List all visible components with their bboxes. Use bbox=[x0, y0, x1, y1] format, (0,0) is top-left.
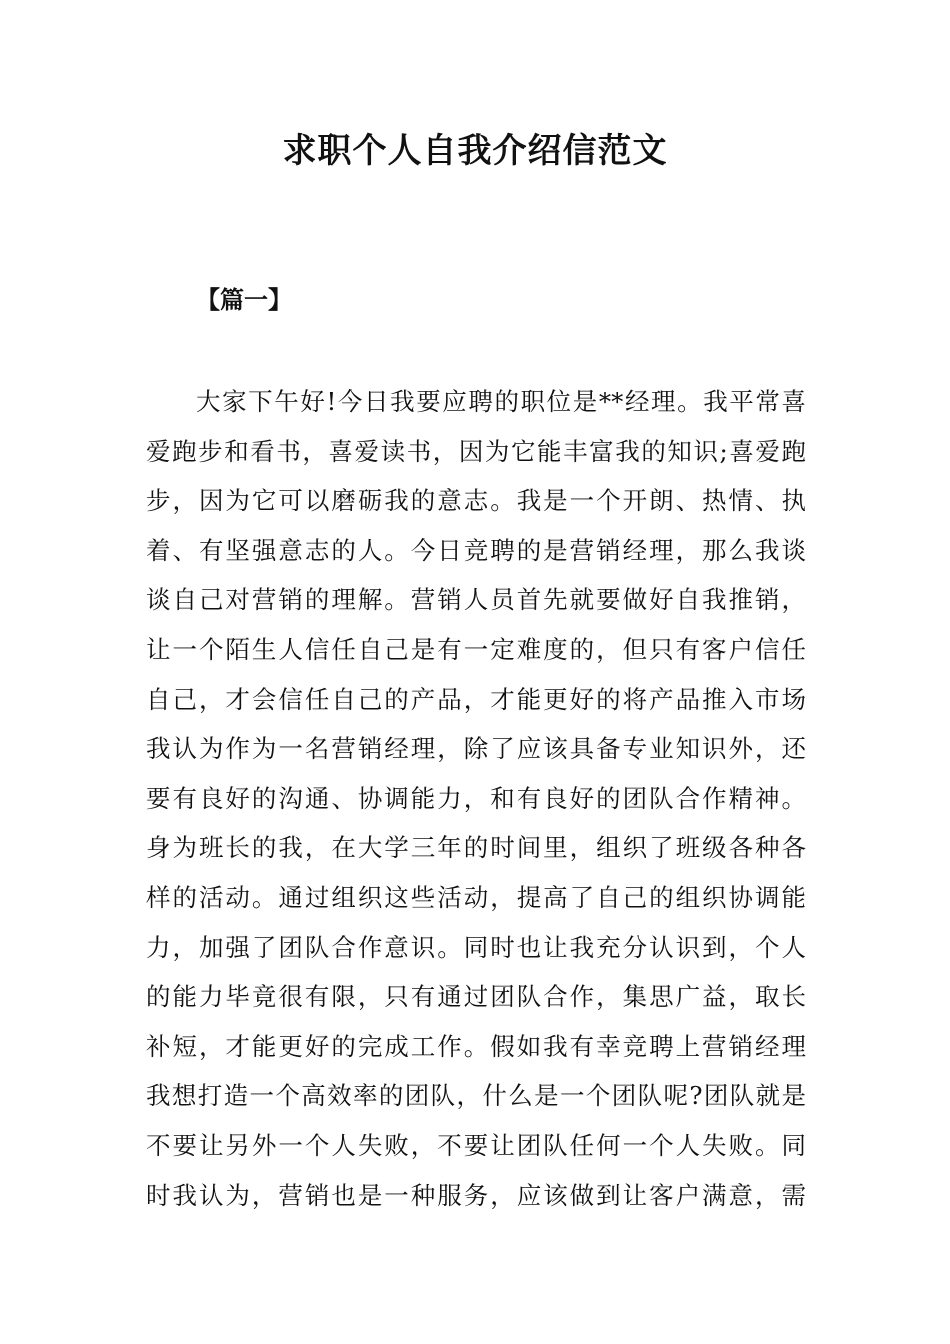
document-title: 求职个人自我介绍信范文 bbox=[282, 131, 668, 171]
text-line: 身为班长的我，在大学三年的时间里，组织了班级各种各 bbox=[146, 833, 806, 863]
body-paragraph bbox=[146, 377, 806, 1220]
text-line: 大家下午好!今日我要应聘的职位是**经理。我平常喜 bbox=[196, 387, 806, 416]
text-line: 补短，才能更好的完成工作。假如我有幸竞聘上营销经理 bbox=[146, 1031, 806, 1061]
text-line: 的能力毕竟很有限，只有通过团队合作，集思广益，取长 bbox=[146, 982, 806, 1012]
text-line: 谈自己对营销的理解。营销人员首先就要做好自我推销， bbox=[146, 585, 806, 615]
text-line: 要有良好的沟通、协调能力，和有良好的团队合作精神。 bbox=[146, 783, 806, 813]
text-line: 时我认为，营销也是一种服务，应该做到让客户满意，需 bbox=[146, 1180, 806, 1210]
text-line: 着、有坚强意志的人。今日竞聘的是营销经理，那么我谈 bbox=[146, 535, 806, 565]
text-line: 自己，才会信任自己的产品，才能更好的将产品推入市场 bbox=[146, 684, 806, 714]
text-line: 我认为作为一名营销经理，除了应该具备专业知识外，还 bbox=[146, 734, 806, 764]
text-line: 力，加强了团队合作意识。同时也让我充分认识到，个人 bbox=[146, 932, 806, 962]
text-line: 不要让另外一个人失败，不要让团队任何一个人失败。同 bbox=[146, 1130, 806, 1160]
text-line: 步，因为它可以磨砺我的意志。我是一个开朗、热情、执 bbox=[146, 486, 806, 516]
text-line: 让一个陌生人信任自己是有一定难度的，但只有客户信任 bbox=[146, 634, 806, 664]
section-heading: 【篇一】 bbox=[196, 286, 292, 314]
text-line: 爱跑步和看书，喜爱读书，因为它能丰富我的知识;喜爱跑 bbox=[146, 436, 806, 466]
text-line: 我想打造一个高效率的团队，什么是一个团队呢?团队就是 bbox=[146, 1081, 806, 1111]
text-line: 样的活动。通过组织这些活动，提高了自己的组织协调能 bbox=[146, 882, 806, 912]
